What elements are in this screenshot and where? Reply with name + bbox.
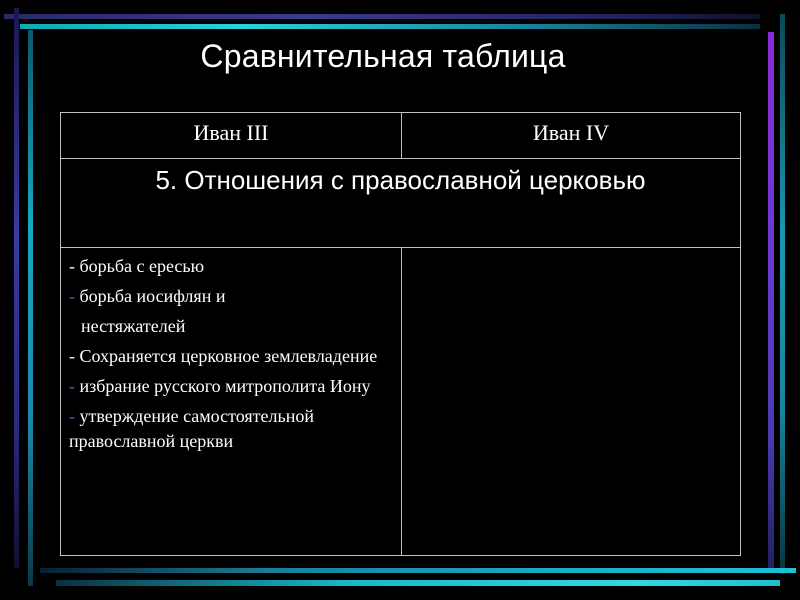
ivan-3-cell — [61, 248, 402, 556]
frame-bar-right-1 — [768, 32, 774, 572]
section-heading: 5. Отношения с православной церковью — [155, 165, 646, 195]
table-section-row — [61, 159, 741, 248]
list-item — [69, 254, 393, 279]
frame-bar-top-1 — [4, 14, 760, 19]
frame-bar-top-2 — [20, 24, 760, 29]
list-dash: - — [69, 256, 75, 276]
list-item-text: нестяжателей — [81, 316, 186, 336]
list-dash: - — [69, 346, 75, 366]
list-item-text: борьба с ересью — [75, 256, 205, 276]
list-item — [69, 374, 393, 399]
frame-bar-left-2 — [28, 30, 33, 586]
list-item — [69, 314, 393, 339]
list-item-text: Сохраняется церковное землевладение — [75, 346, 378, 366]
section-heading-cell — [61, 159, 741, 248]
frame-bar-bottom-1 — [40, 568, 796, 573]
list-item — [69, 284, 393, 309]
list-item — [69, 344, 393, 369]
list-dash: - — [69, 406, 75, 426]
ivan-4-cell — [402, 248, 741, 556]
header-ivan-3: Иван III — [61, 113, 402, 159]
slide-title: Сравнительная таблица — [200, 38, 566, 74]
table-body-row — [61, 248, 741, 556]
list-dash: - — [69, 286, 75, 306]
list-item-text: борьба иосифлян и — [75, 286, 226, 306]
list-dash: - — [69, 376, 75, 396]
frame-bar-left-1 — [14, 8, 19, 568]
list-item — [69, 404, 393, 454]
list-item-text: утверждение самостоятельной православной церкви — [69, 406, 314, 451]
frame-bar-right-2 — [780, 14, 785, 574]
table-header-row — [61, 113, 741, 159]
frame-bar-bottom-2 — [56, 580, 780, 586]
comparison-table — [60, 112, 741, 556]
list-item-text: избрание русского митрополита Иону — [75, 376, 371, 396]
header-ivan-4: Иван IV — [402, 113, 741, 159]
